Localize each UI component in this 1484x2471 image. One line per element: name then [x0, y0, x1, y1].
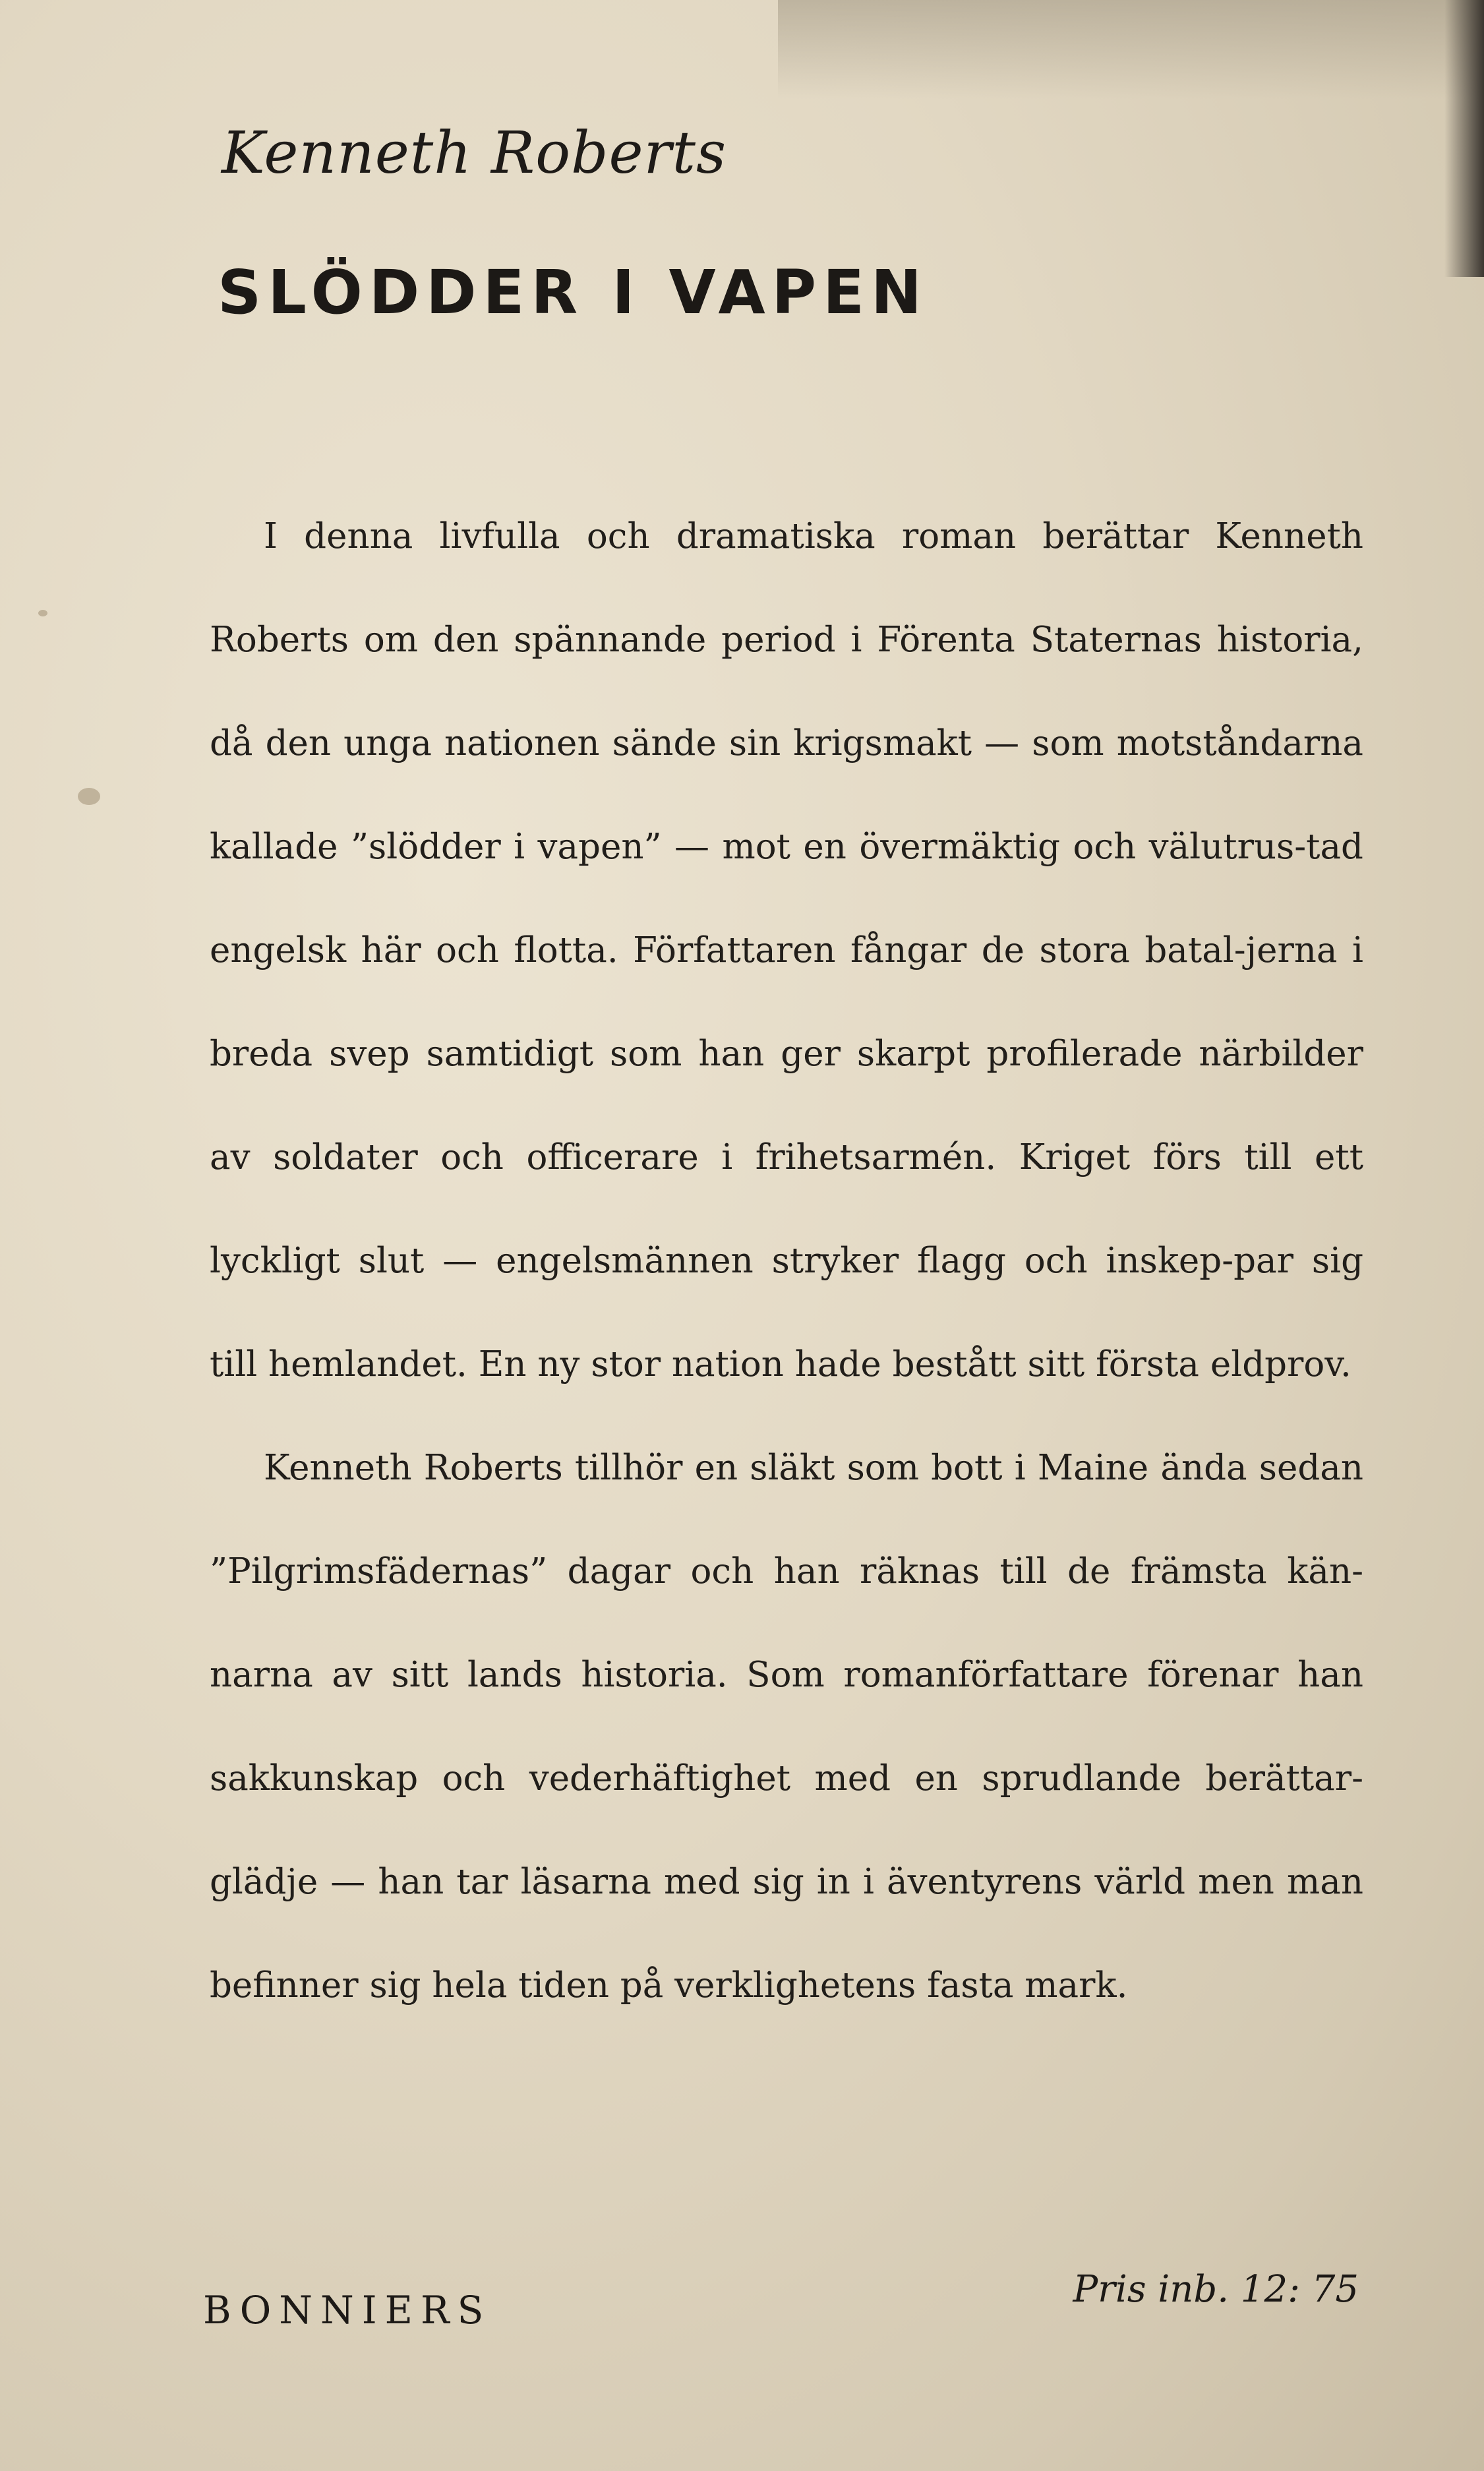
blurb-paragraph-1: I denna livfulla och dramatiska roman berättar Kenneth Roberts om den spännande period i Förenta Staternas historia, då den unga nationen sände sin krigsmakt — som motståndarna kallade ”slödder i vapen” — mot en övermäktig och välutrus-tad engelsk här och flotta. Författaren fångar de stora batal-jerna i breda svep samtidigt som han ger skarpt profilerade närbilder av soldater och officerare i frihetsarmén. Kriget förs till ett lyckligt slut — engelsmännen stryker flagg och inskep-par sig till hemlandet. En ny stor nation hade bestått sitt första eldprov. [210, 516, 1363, 1384]
paper-edge-shadow [1444, 0, 1484, 277]
paper-crease [778, 0, 1484, 99]
price-label: Pris inb. 12: 75 [1073, 2268, 1359, 2311]
paper-stain [38, 610, 47, 616]
blurb-paragraph-2: Kenneth Roberts tillhör en släkt som bott i Maine ända sedan ”Pilgrimsfädernas” dagar och han räknas till de främsta kän-narna av sitt lands historia. Som romanförfattare förenar han sakkunskap och vederhäftighet med en sprudlande berättar-glädje — han tar läsarna med sig in i äventyrens värld men man befinner sig hela tiden på verklighetens fasta mark. [210, 1448, 1363, 2006]
author-name: Kenneth Roberts [222, 119, 727, 187]
book-title: SLÖDDER I VAPEN [218, 257, 928, 328]
publisher-name: BONNIERS [203, 2288, 492, 2333]
paper-stain [78, 788, 100, 805]
blurb [210, 485, 1363, 2037]
